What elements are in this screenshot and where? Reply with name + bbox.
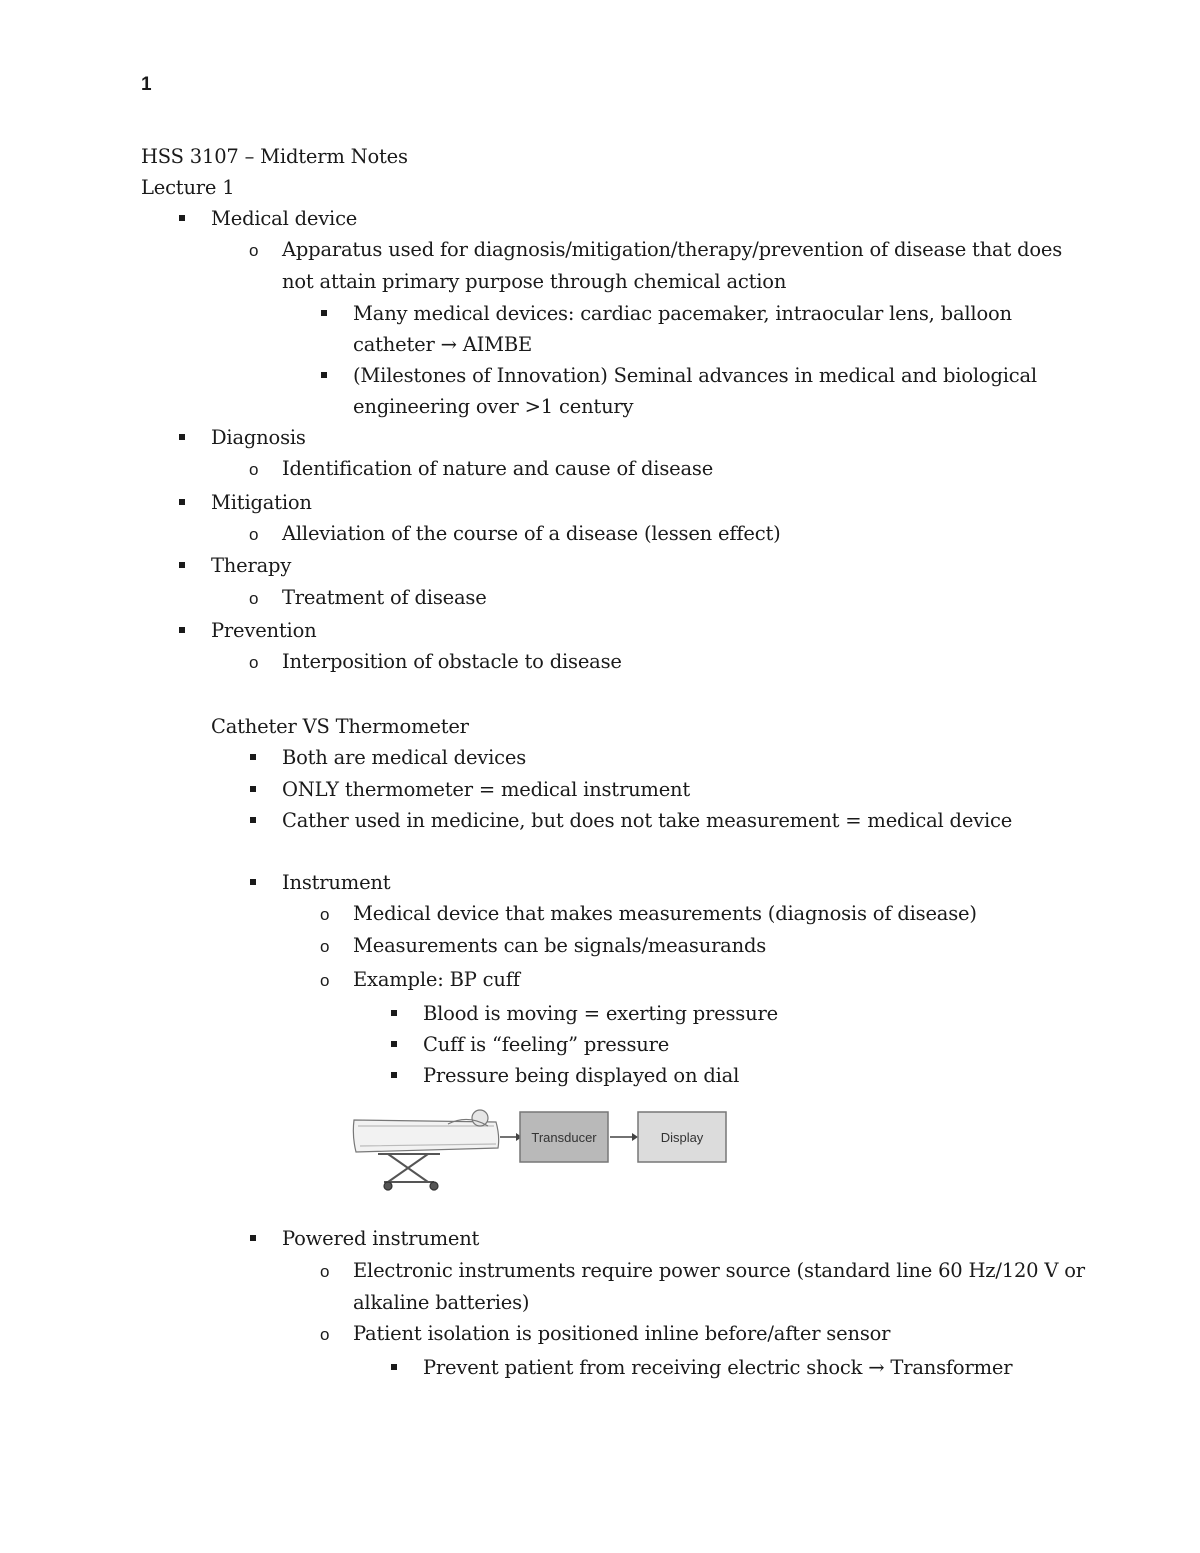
circle-bullet-icon: o	[320, 971, 330, 990]
square-bullet-icon	[250, 786, 256, 792]
note-line: Apparatus used for diagnosis/mitigation/therapy/prevention of disease that does	[282, 238, 1063, 261]
circle-bullet-icon: o	[249, 653, 259, 672]
note-line: Cuff is “feeling” pressure	[423, 1033, 670, 1056]
square-bullet-icon	[250, 754, 256, 760]
square-bullet-icon	[179, 215, 185, 221]
note-line: Instrument	[282, 871, 391, 894]
circle-bullet-icon: o	[249, 589, 259, 608]
note-line: Patient isolation is positioned inline before/after sensor	[353, 1322, 891, 1345]
note-line: (Milestones of Innovation) Seminal advances in medical and biological	[353, 364, 1037, 387]
note-line: Many medical devices: cardiac pacemaker, intraocular lens, balloon	[353, 302, 1012, 325]
square-bullet-icon	[179, 434, 185, 440]
display-label: Display	[660, 1130, 704, 1145]
note-line: Medical device	[211, 207, 358, 230]
square-bullet-icon	[179, 627, 185, 633]
note-line: Pressure being displayed on dial	[423, 1064, 740, 1087]
square-bullet-icon	[179, 562, 185, 568]
lecture-heading: Lecture 1	[141, 176, 235, 199]
square-bullet-icon	[321, 372, 327, 378]
note-line: Blood is moving = exerting pressure	[423, 1002, 778, 1025]
bp-cuff-block-diagram	[348, 1106, 732, 1194]
circle-bullet-icon: o	[320, 905, 330, 924]
note-line: engineering over >1 century	[353, 395, 634, 418]
square-bullet-icon	[391, 1041, 397, 1047]
square-bullet-icon	[250, 1235, 256, 1241]
note-line: Prevention	[211, 619, 317, 642]
note-line: Diagnosis	[211, 426, 306, 449]
note-line: catheter → AIMBE	[353, 333, 533, 356]
note-line: Both are medical devices	[282, 746, 527, 769]
note-line: Powered instrument	[282, 1227, 480, 1250]
square-bullet-icon	[179, 499, 185, 505]
document-title: HSS 3107 – Midterm Notes	[141, 145, 408, 168]
note-line: Prevent patient from receiving electric shock → Transformer	[423, 1356, 1013, 1379]
square-bullet-icon	[391, 1072, 397, 1078]
square-bullet-icon	[321, 310, 327, 316]
square-bullet-icon	[391, 1364, 397, 1370]
note-line: Therapy	[211, 554, 292, 577]
note-line: Medical device that makes measurements (diagnosis of disease)	[353, 902, 977, 925]
arrow-icon	[500, 1133, 522, 1141]
note-line: Example: BP cuff	[353, 968, 520, 991]
circle-bullet-icon: o	[320, 1325, 330, 1344]
note-line: Cather used in medicine, but does not take measurement = medical device	[282, 809, 1013, 832]
square-bullet-icon	[250, 879, 256, 885]
note-line: Measurements can be signals/measurands	[353, 934, 767, 957]
note-line: alkaline batteries)	[353, 1291, 530, 1314]
circle-bullet-icon: o	[249, 460, 259, 479]
square-bullet-icon	[391, 1010, 397, 1016]
circle-bullet-icon: o	[320, 1262, 330, 1281]
circle-bullet-icon: o	[249, 525, 259, 544]
note-line: Identification of nature and cause of disease	[282, 457, 714, 480]
square-bullet-icon	[250, 817, 256, 823]
circle-bullet-icon: o	[320, 937, 330, 956]
note-line: Mitigation	[211, 491, 312, 514]
patient-on-stretcher-icon	[353, 1110, 498, 1190]
note-line: Interposition of obstacle to disease	[282, 650, 622, 673]
note-line: Catheter VS Thermometer	[211, 715, 469, 738]
note-line: not attain primary purpose through chemical action	[282, 270, 787, 293]
circle-bullet-icon: o	[249, 241, 259, 260]
transducer-label: Transducer	[531, 1130, 597, 1145]
page-number: 1	[141, 74, 152, 95]
note-line: ONLY thermometer = medical instrument	[282, 778, 691, 801]
note-line: Treatment of disease	[282, 586, 487, 609]
note-line: Alleviation of the course of a disease (lessen effect)	[282, 522, 781, 545]
note-line: Electronic instruments require power source (standard line 60 Hz/120 V or	[353, 1259, 1085, 1282]
arrow-icon	[610, 1133, 638, 1141]
